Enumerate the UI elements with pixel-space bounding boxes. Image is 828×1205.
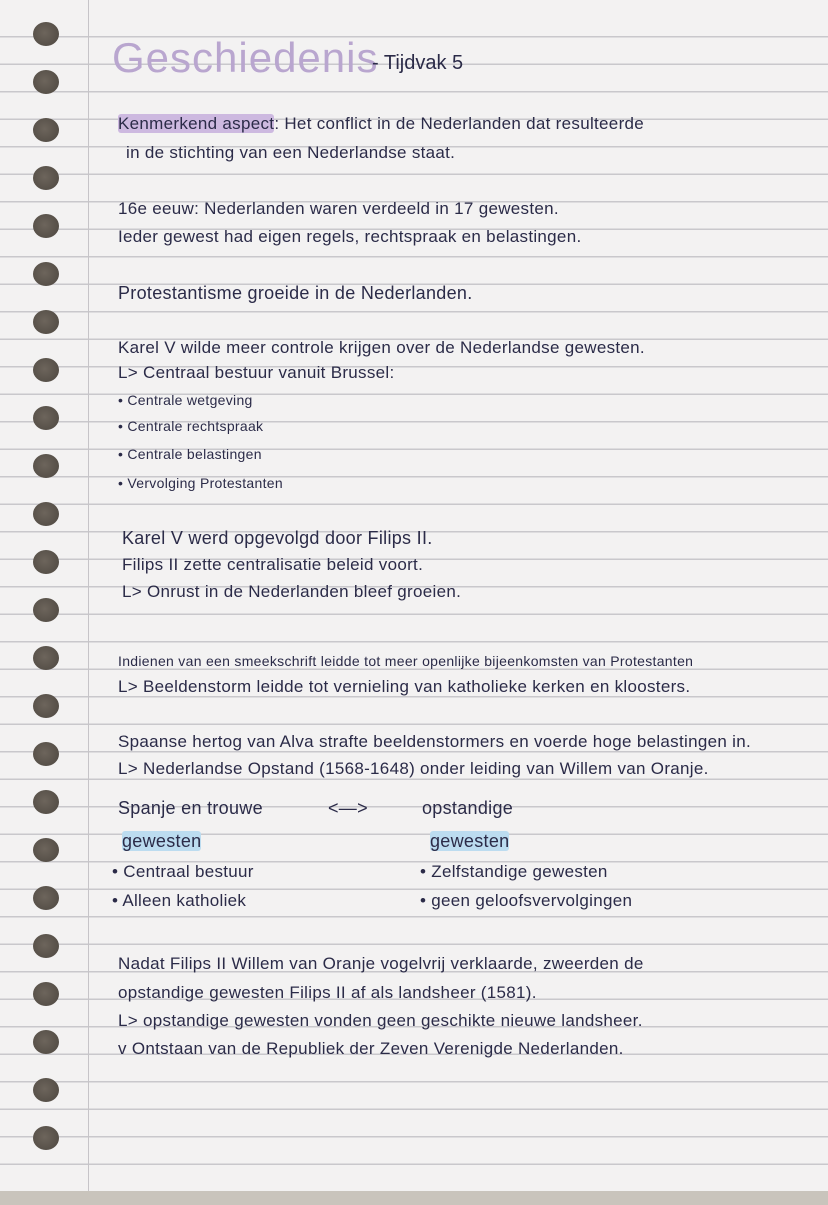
page-title: Geschiedenis — [112, 34, 379, 81]
compare-right-title: opstandige — [422, 798, 514, 818]
binder-hole — [33, 214, 59, 238]
binder-hole — [33, 550, 59, 574]
left-sub-text: gewesten — [122, 831, 202, 851]
binder-hole — [33, 310, 59, 334]
binder-hole — [33, 118, 59, 142]
binder-hole — [33, 982, 59, 1006]
binder-hole — [33, 166, 59, 190]
karel-line-2: L> Centraal bestuur vanuit Brussel: — [118, 363, 395, 382]
compare-left-item: • Alleen katholiek — [112, 891, 247, 910]
filips-line-1: Karel V werd opgevolgd door Filips II. — [122, 528, 433, 548]
binder-hole — [33, 70, 59, 94]
binder-hole — [33, 406, 59, 430]
binder-hole — [33, 934, 59, 958]
binder-hole — [33, 454, 59, 478]
page-edge — [0, 1191, 828, 1205]
binder-hole — [33, 262, 59, 286]
binder-hole — [33, 886, 59, 910]
binder-hole — [33, 502, 59, 526]
compare-right-item: • geen geloofsvervolgingen — [420, 891, 633, 910]
page-subtitle: - Tijdvak 5 — [372, 52, 464, 74]
republiek-line-2: opstandige gewesten Filips II af als landsheer (1581). — [118, 983, 537, 1002]
margin-line — [88, 0, 89, 1205]
binder-hole — [33, 1078, 59, 1102]
binder-hole — [33, 694, 59, 718]
compare-left-title: Spanje en trouwe — [118, 798, 263, 818]
compare-left-item: • Centraal bestuur — [112, 862, 254, 881]
aspect-label: Kenmerkend aspect — [118, 114, 275, 133]
right-sub-text: gewesten — [430, 831, 510, 851]
aspect-line-1 — [118, 114, 644, 134]
filips-line-2: Filips II zette centralisatie beleid voort. — [122, 555, 424, 574]
karel-line-1: Karel V wilde meer controle krijgen over de Nederlandse gewesten. — [118, 338, 645, 357]
eeuw-line-1: 16e eeuw: Nederlanden waren verdeeld in 17 gewesten. — [118, 199, 559, 218]
republiek-line-4: v Ontstaan van de Republiek der Zeven Verenigde Nederlanden. — [118, 1039, 624, 1058]
eeuw-line-2: Ieder gewest had eigen regels, rechtspraak en belastingen. — [118, 227, 582, 246]
binder-hole — [33, 1126, 59, 1150]
compare-right-sub — [430, 831, 509, 852]
bullet-item: • Centrale wetgeving — [118, 392, 253, 408]
alva-line-1: Spaanse hertog van Alva strafte beeldenstormers en voerde hoge belastingen in. — [118, 732, 751, 751]
binder-hole — [33, 790, 59, 814]
aspect-line-2: in de stichting van een Nederlandse staat. — [126, 143, 456, 162]
binder-hole — [33, 742, 59, 766]
binder-hole — [33, 838, 59, 862]
beeldenstorm-line-1: Indienen van een smeekschrift leidde tot meer openlijke bijeenkomsten van Protestanten — [118, 653, 694, 669]
protestantisme-line: Protestantisme groeide in de Nederlanden. — [118, 283, 473, 303]
republiek-line-1: Nadat Filips II Willem van Oranje vogelvrij verklaarde, zweerden de — [118, 954, 644, 973]
binder-hole — [33, 598, 59, 622]
beeldenstorm-line-2: L> Beeldenstorm leidde tot vernieling van katholieke kerken en kloosters. — [118, 677, 691, 696]
binder-hole — [33, 22, 59, 46]
republiek-line-3: L> opstandige gewesten vonden geen geschikte nieuwe landsheer. — [118, 1011, 643, 1030]
compare-left-sub — [122, 831, 201, 852]
binder-hole — [33, 1030, 59, 1054]
bullet-item: • Centrale belastingen — [118, 446, 262, 462]
binder-hole — [33, 358, 59, 382]
compare-right-item: • Zelfstandige gewesten — [420, 862, 608, 881]
binder-hole — [33, 646, 59, 670]
bullet-item: • Vervolging Protestanten — [118, 475, 283, 491]
bullet-item: • Centrale rechtspraak — [118, 418, 264, 434]
aspect-text: : Het conflict in de Nederlanden dat resulteerde — [274, 114, 645, 133]
compare-arrow: <—> — [328, 798, 368, 818]
alva-line-2: L> Nederlandse Opstand (1568-1648) onder leiding van Willem van Oranje. — [118, 759, 709, 778]
filips-line-3: L> Onrust in de Nederlanden bleef groeien. — [122, 582, 462, 601]
